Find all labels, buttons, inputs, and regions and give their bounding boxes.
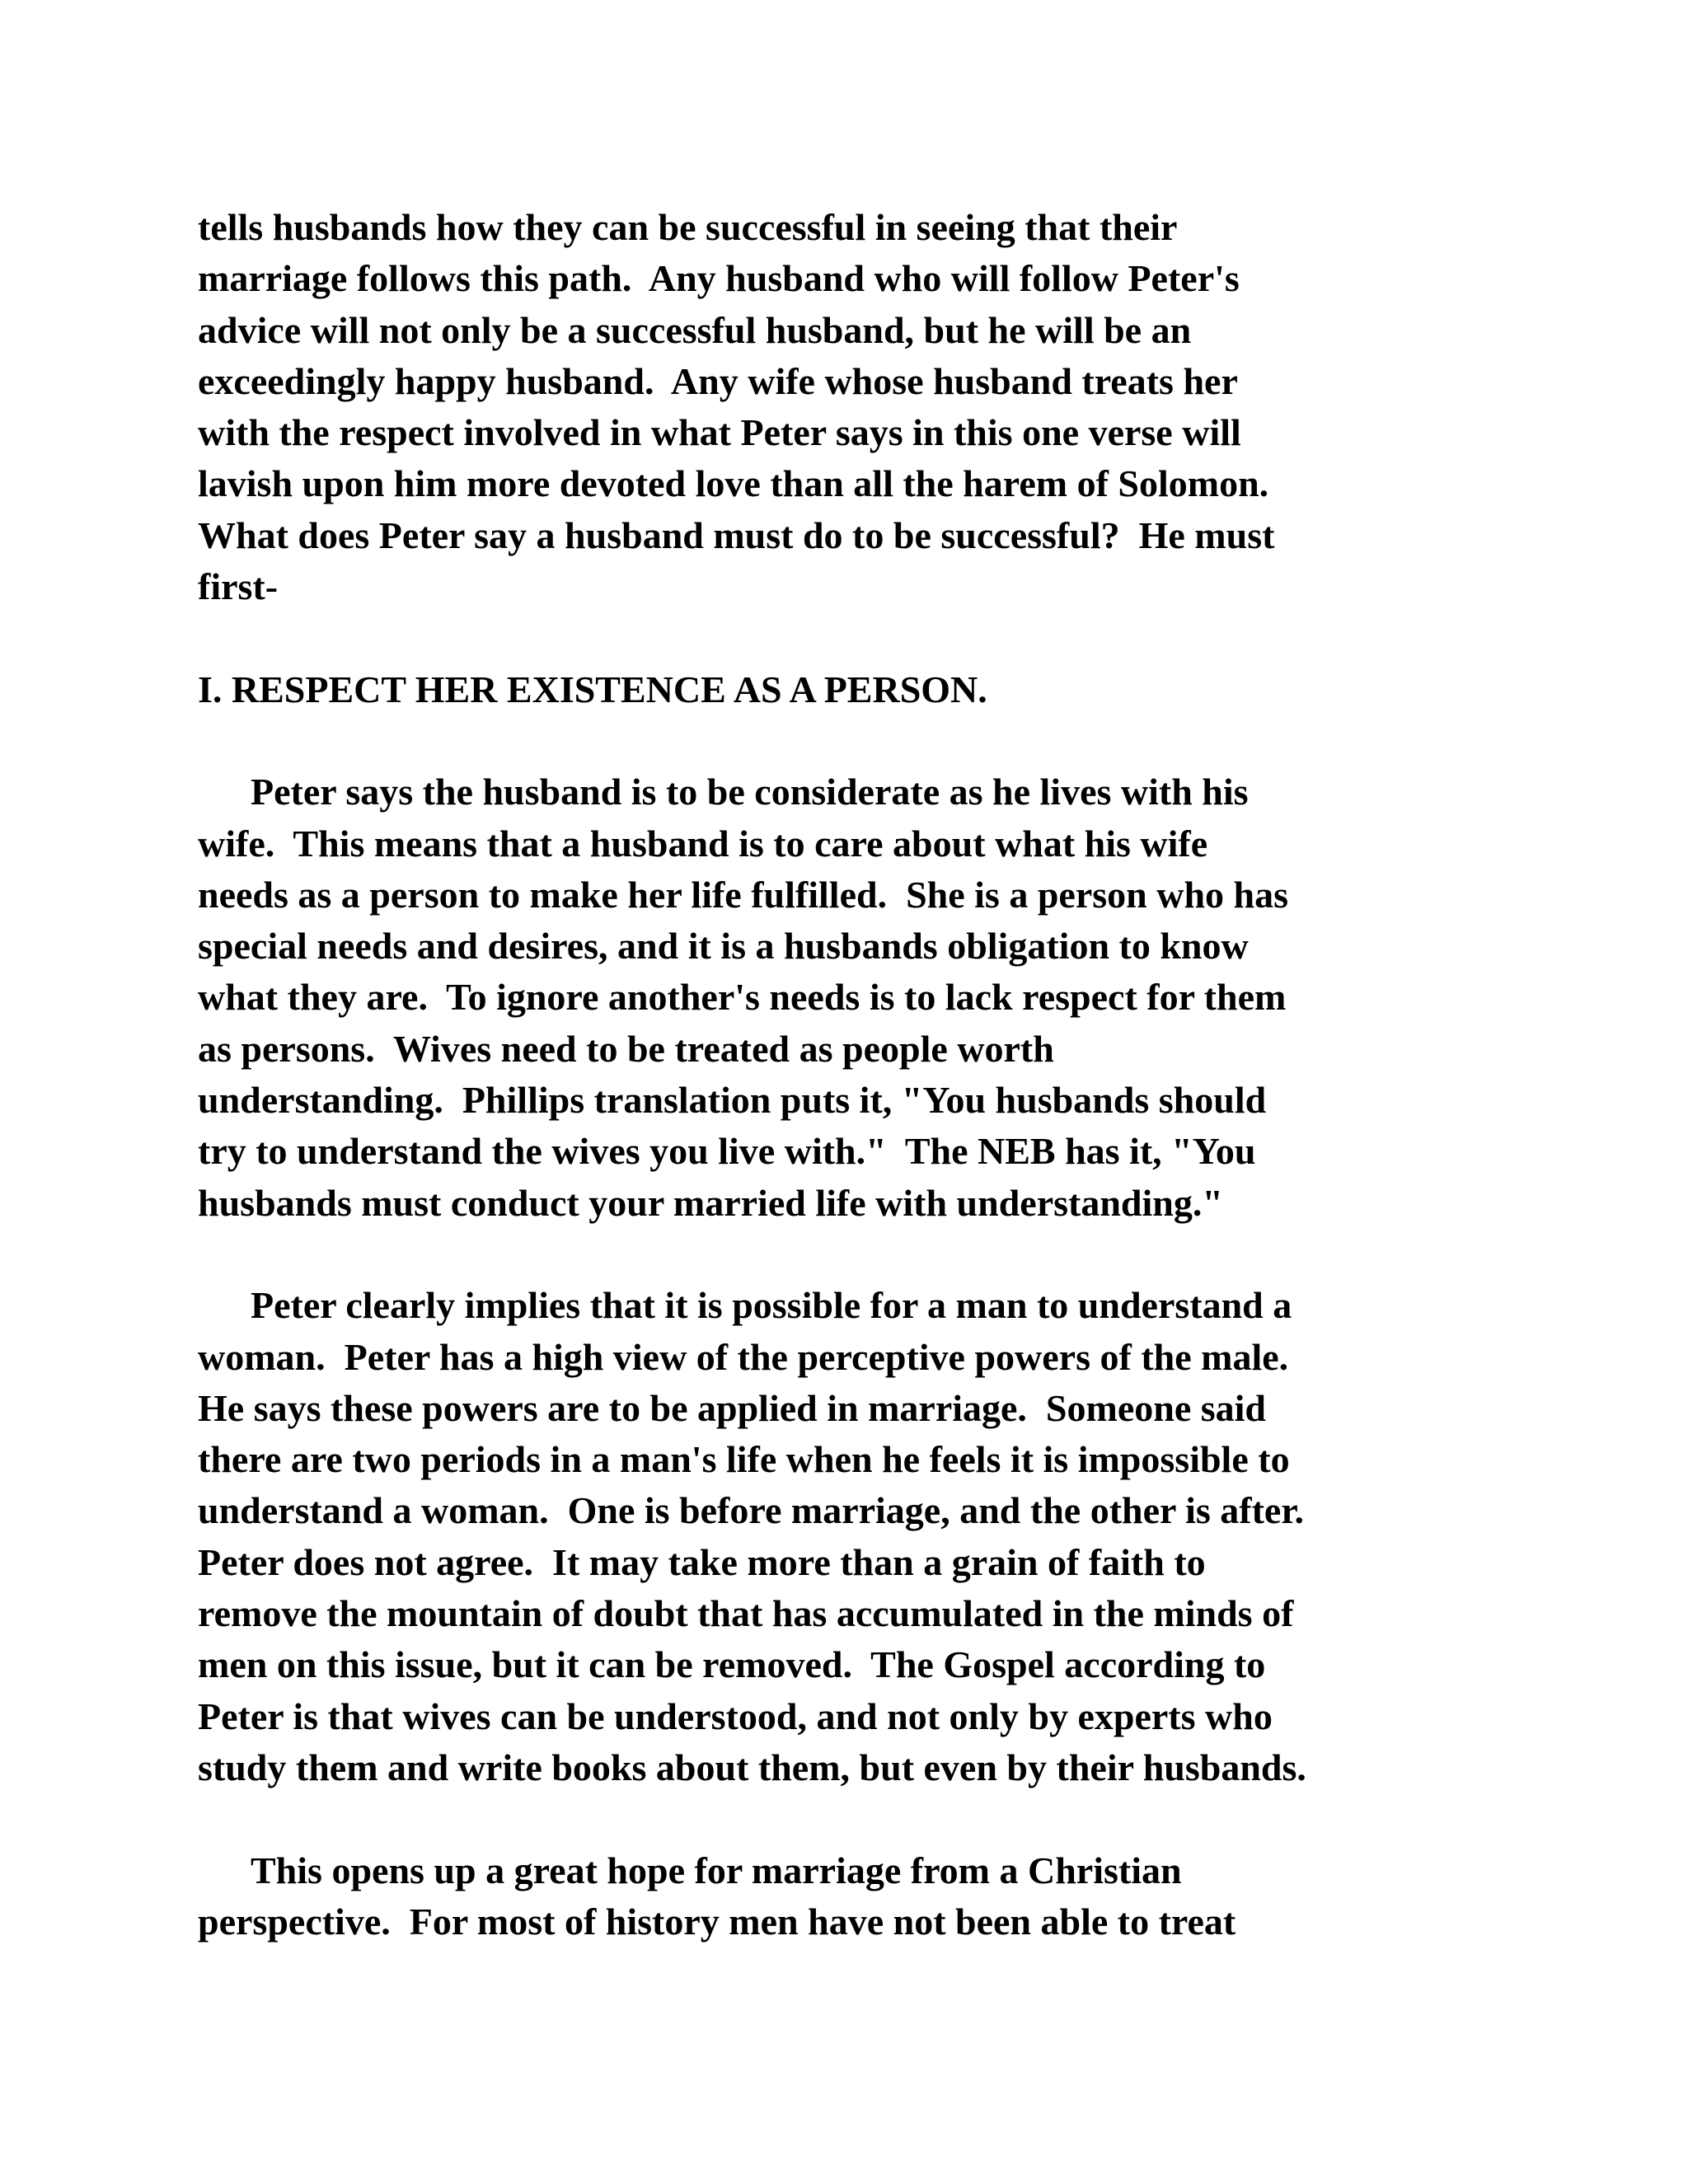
text-line: wife. This means that a husband is to care about what his wife xyxy=(198,822,1208,865)
paragraph-spacer xyxy=(198,1229,1500,1280)
paragraph-spacer xyxy=(198,715,1500,766)
text-line: understand a woman. One is before marriage, and the other is after. xyxy=(198,1489,1305,1532)
text-line: understanding. Phillips translation puts it, "You husbands should xyxy=(198,1079,1267,1122)
text-line: Peter says the husband is to be considerate as he lives with his xyxy=(251,771,1249,813)
text-line: men on this issue, but it can be removed. The Gospel according to xyxy=(198,1643,1266,1686)
paragraph-body-2 xyxy=(198,1280,1500,1793)
text-line: tells husbands how they can be successful in seeing that their xyxy=(198,206,1178,248)
text-line: remove the mountain of doubt that has accumulated in the minds of xyxy=(198,1592,1294,1635)
paragraph-intro xyxy=(198,202,1500,612)
document-page xyxy=(198,202,1500,1947)
text-line: perspective. For most of history men have not been able to treat xyxy=(198,1900,1236,1943)
text-line: study them and write books about them, but even by their husbands. xyxy=(198,1746,1306,1788)
text-line: needs as a person to make her life fulfilled. She is a person who has xyxy=(198,873,1289,916)
text-line: He says these powers are to be applied in marriage. Someone said xyxy=(198,1386,1267,1429)
text-line: husbands must conduct your married life with understanding." xyxy=(198,1181,1223,1224)
text-line: there are two periods in a man's life when he feels it is impossible to xyxy=(198,1438,1290,1481)
text-line: first- xyxy=(198,565,279,608)
text-line: what they are. To ignore another's needs is to lack respect for them xyxy=(198,976,1287,1019)
text-line: Peter is that wives can be understood, and not only by experts who xyxy=(198,1694,1273,1737)
text-line: with the respect involved in what Peter says in this one verse will xyxy=(198,411,1241,454)
paragraph-spacer xyxy=(198,1793,1500,1844)
paragraph-spacer xyxy=(198,612,1500,663)
text-line: Peter clearly implies that it is possible for a man to understand a xyxy=(251,1284,1292,1327)
text-line: special needs and desires, and it is a husbands obligation to know xyxy=(198,925,1249,968)
text-line: This opens up a great hope for marriage from a Christian xyxy=(251,1849,1182,1891)
text-line: What does Peter say a husband must do to be successful? He must xyxy=(198,513,1275,556)
paragraph-body-1 xyxy=(198,766,1500,1229)
text-line: marriage follows this path. Any husband who will follow Peter's xyxy=(198,257,1240,300)
text-line: Peter does not agree. It may take more than a grain of faith to xyxy=(198,1540,1206,1583)
text-line: as persons. Wives need to be treated as people worth xyxy=(198,1027,1054,1070)
section-heading: I. RESPECT HER EXISTENCE AS A PERSON. xyxy=(198,668,987,710)
text-line: exceedingly happy husband. Any wife whose husband treats her xyxy=(198,359,1238,402)
text-line: lavish upon him more devoted love than all the harem of Solomon. xyxy=(198,462,1269,505)
paragraph-body-3 xyxy=(198,1845,1500,1948)
text-line: woman. Peter has a high view of the perceptive powers of the male. xyxy=(198,1335,1289,1378)
text-line: try to understand the wives you live with." The NEB has it, "You xyxy=(198,1130,1256,1173)
text-line: advice will not only be a successful husband, but he will be an xyxy=(198,308,1192,351)
